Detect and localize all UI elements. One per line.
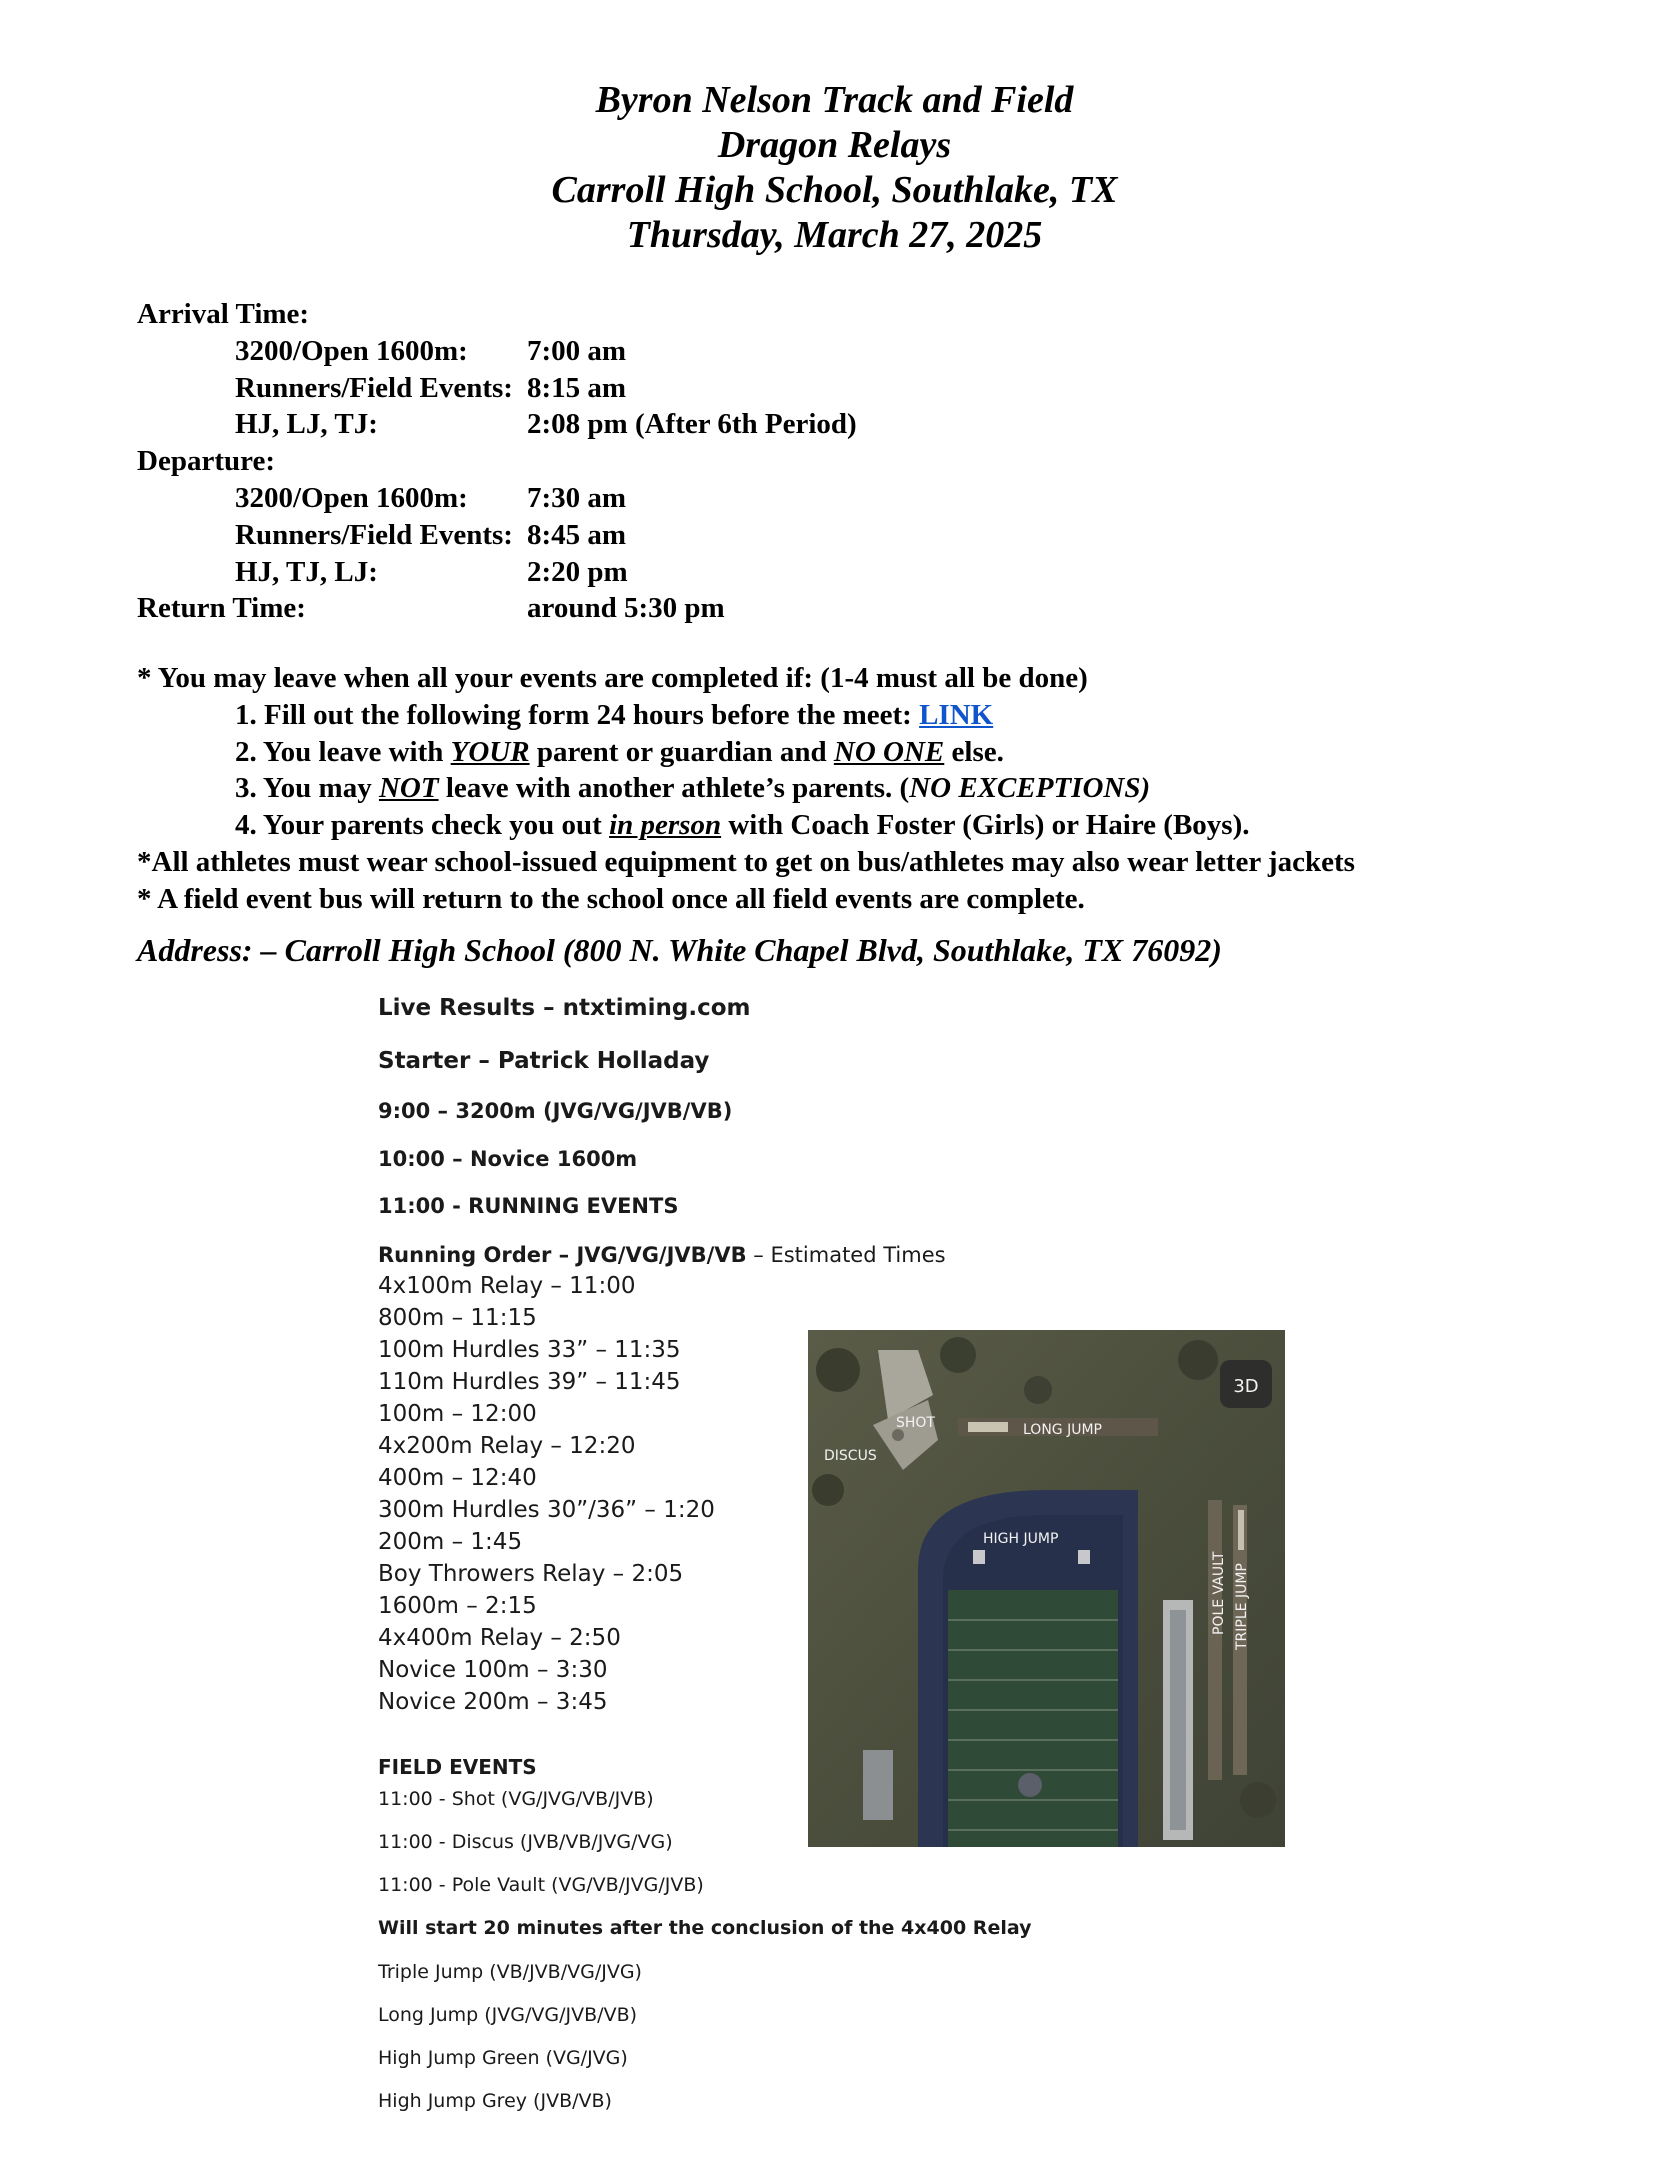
jump-event: High Jump Grey (JVB/VB) xyxy=(378,2090,612,2112)
running-event: Novice 200m – 3:45 xyxy=(378,1689,608,1715)
will-start-note: Will start 20 minutes after the conclusion of the 4x400 Relay xyxy=(378,1917,1032,1939)
running-event: Novice 100m – 3:30 xyxy=(378,1657,608,1683)
arrival-row-label: HJ, LJ, TJ: xyxy=(235,408,378,441)
arrival-row xyxy=(137,333,1437,370)
map-label-long-jump: LONG JUMP xyxy=(1023,1422,1102,1438)
starter: Starter – Patrick Holladay xyxy=(378,1048,710,1074)
field-event: 11:00 - Pole Vault (VG/VB/JVG/JVB) xyxy=(378,1874,704,1896)
jump-event: Long Jump (JVG/VG/JVB/VB) xyxy=(378,2004,638,2026)
field-event: 11:00 - Shot (VG/JVG/VB/JVB) xyxy=(378,1788,654,1810)
rule-3-emphasis-not: NOT xyxy=(378,772,439,805)
rule-3-no-exceptions: NO EXCEPTIONS) xyxy=(909,772,1151,805)
time-1100: 11:00 - RUNNING EVENTS xyxy=(378,1194,679,1218)
time-1000: 10:00 – Novice 1600m xyxy=(378,1147,638,1171)
departure-row-value: 7:30 am xyxy=(527,481,627,514)
running-order-bold: Running Order – JVG/VG/JVB/VB xyxy=(378,1243,747,1267)
travel-schedule xyxy=(137,296,1437,627)
running-order-light: – Estimated Times xyxy=(746,1243,946,1267)
arrival-row-value: 7:00 am xyxy=(527,334,627,367)
rule-3-text: 3. You may xyxy=(235,772,379,805)
running-event: 1600m – 2:15 xyxy=(378,1593,537,1619)
field-event: 11:00 - Discus (JVB/VB/JVG/VG) xyxy=(378,1831,673,1853)
running-event: 110m Hurdles 39” – 11:45 xyxy=(378,1369,681,1395)
field-events-heading: FIELD EVENTS xyxy=(378,1755,537,1779)
departure-row xyxy=(137,480,1437,517)
rule-2-text: 2. You leave with xyxy=(235,735,451,768)
rule-4-text-end: with Coach Foster (Girls) or Haire (Boys). xyxy=(721,809,1250,842)
form-link[interactable]: LINK xyxy=(919,698,994,731)
arrival-row-value: 2:08 pm (After 6th Period) xyxy=(527,408,857,441)
arrival-row xyxy=(137,406,1437,443)
departure-row xyxy=(137,517,1437,554)
running-event: 400m – 12:40 xyxy=(378,1465,537,1491)
time-900: 9:00 – 3200m (JVG/VG/JVB/VB) xyxy=(378,1099,733,1123)
equipment-note: *All athletes must wear school-issued equipment to get on bus/athletes may also wear letter jackets xyxy=(137,845,1355,878)
title-line-3: Carroll High School, Southlake, TX xyxy=(551,169,1118,211)
jump-event: Triple Jump (VB/JVB/VG/JVG) xyxy=(378,1961,642,1983)
venue-aerial-map xyxy=(808,1330,1285,1847)
rule-2-emphasis-no-one: NO ONE xyxy=(833,735,945,768)
map-label-pole-vault: POLE VAULT xyxy=(1211,1551,1227,1635)
title-line-2: Dragon Relays xyxy=(717,124,952,166)
arrival-row-label: 3200/Open 1600m: xyxy=(235,334,468,367)
running-event: 800m – 11:15 xyxy=(378,1305,537,1331)
departure-row-label: 3200/Open 1600m: xyxy=(235,481,468,514)
rule-3 xyxy=(137,770,1587,807)
meet-address: Address: – Carroll High School (800 N. White Chapel Blvd, Southlake, TX 76092) xyxy=(137,932,1222,968)
rule-1-text: 1. Fill out the following form 24 hours before the meet: xyxy=(235,698,920,731)
map-label-shot: SHOT xyxy=(896,1415,935,1431)
rule-3-text-mid: leave with another athlete’s parents. ( xyxy=(438,772,910,805)
arrival-heading: Arrival Time: xyxy=(137,298,310,330)
departure-row-value: 8:45 am xyxy=(527,518,627,551)
map-label-high-jump: HIGH JUMP xyxy=(983,1531,1059,1547)
departure-heading: Departure: xyxy=(137,445,275,478)
running-event: 4x400m Relay – 2:50 xyxy=(378,1625,621,1651)
rules-intro: * You may leave when all your events are completed if: (1-4 must all be done) xyxy=(137,662,1088,694)
map-3d-button[interactable]: 3D xyxy=(1233,1376,1259,1397)
arrival-row-value: 8:15 am xyxy=(527,371,627,404)
map-label-triple-jump: TRIPLE JUMP xyxy=(1234,1563,1250,1650)
running-event: 200m – 1:45 xyxy=(378,1529,523,1555)
return-value: around 5:30 pm xyxy=(527,592,725,625)
leave-rules xyxy=(137,660,1587,918)
rule-4 xyxy=(137,807,1587,844)
return-label: Return Time: xyxy=(137,592,306,625)
rule-4-emphasis-in-person: in person xyxy=(609,809,722,842)
running-order-heading xyxy=(378,1243,946,1267)
departure-heading-row xyxy=(137,443,1437,480)
running-event: 300m Hurdles 30”/36” – 1:20 xyxy=(378,1497,715,1523)
title-line-1: Byron Nelson Track and Field xyxy=(595,79,1074,121)
departure-row-value: 2:20 pm xyxy=(527,555,628,588)
rule-2-text-end: else. xyxy=(944,735,1004,768)
arrival-row xyxy=(137,370,1437,407)
map-label-discus: DISCUS xyxy=(824,1448,877,1464)
return-row xyxy=(137,590,1437,627)
departure-row xyxy=(137,554,1437,591)
arrival-row-label: Runners/Field Events: xyxy=(235,371,513,404)
aerial-map-image xyxy=(808,1330,1285,1847)
running-event: 4x100m Relay – 11:00 xyxy=(378,1273,636,1299)
running-event: 100m – 12:00 xyxy=(378,1401,537,1427)
field-bus-note: * A field event bus will return to the school once all field events are complete. xyxy=(137,882,1085,915)
departure-row-label: Runners/Field Events: xyxy=(235,518,513,551)
rule-4-text: 4. Your parents check you out xyxy=(235,809,610,842)
live-results: Live Results – ntxtiming.com xyxy=(378,995,751,1021)
arrival-heading-row xyxy=(137,296,1437,333)
jump-event: High Jump Green (VG/JVG) xyxy=(378,2047,628,2069)
document-title xyxy=(0,78,1669,258)
running-event: 100m Hurdles 33” – 11:35 xyxy=(378,1337,681,1363)
rule-2-text-mid: parent or guardian and xyxy=(529,735,834,768)
rule-2 xyxy=(137,734,1587,771)
rule-1 xyxy=(137,697,1587,734)
departure-row-label: HJ, TJ, LJ: xyxy=(235,555,378,588)
running-event: Boy Throwers Relay – 2:05 xyxy=(378,1561,684,1587)
rule-2-emphasis-your: YOUR xyxy=(450,735,530,768)
title-line-4: Thursday, March 27, 2025 xyxy=(626,214,1043,256)
running-event: 4x200m Relay – 12:20 xyxy=(378,1433,636,1459)
